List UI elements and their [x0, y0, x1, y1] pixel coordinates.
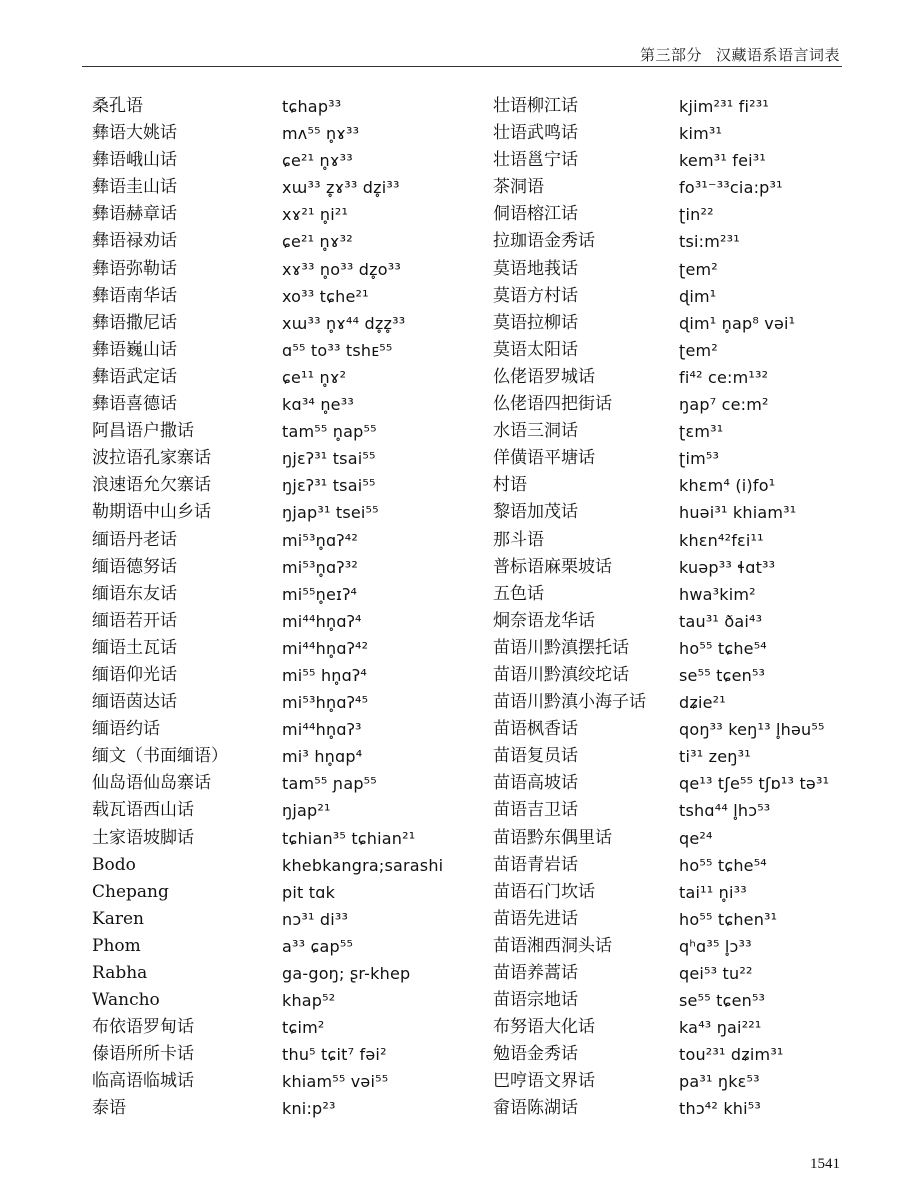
dialect-name: 苗语青岩话	[493, 854, 578, 875]
entry-row	[92, 1041, 472, 1068]
dialect-name: 苗语川黔滇绞坨话	[493, 664, 629, 685]
entry-row	[493, 337, 853, 364]
entry-row	[493, 797, 853, 824]
phonetic-form: ɕe²¹ n̥ɤ³³	[282, 151, 353, 171]
phonetic-form: ʈin²²	[679, 205, 714, 225]
dialect-name: 苗语复员话	[493, 746, 578, 767]
entry-row	[92, 608, 472, 635]
phonetic-form: khebkangra;sarashi	[282, 855, 444, 875]
dialect-name: 临高语临城话	[92, 1071, 194, 1092]
entry-row	[493, 825, 853, 852]
phonetic-form: qe¹³ tʃe⁵⁵ tʃɒ¹³ tə³¹	[679, 774, 830, 794]
entry-row	[92, 445, 472, 472]
entry-row	[493, 933, 853, 960]
dialect-name: 莫语拉柳话	[493, 312, 578, 333]
entry-row	[92, 554, 472, 581]
phonetic-form: se⁵⁵ tɕen⁵³	[679, 991, 766, 1011]
entry-row	[493, 256, 853, 283]
dialect-name: 缅语德努话	[92, 556, 177, 577]
dialect-name: 彝语撒尼话	[92, 312, 177, 333]
phonetic-form: mi⁵⁵n̥eɪʔ⁴	[282, 584, 358, 604]
dialect-name: 苗语先进话	[493, 908, 578, 929]
phonetic-form: ŋjɛʔ³¹ tsai⁵⁵	[282, 476, 376, 496]
entry-row	[493, 960, 853, 987]
phonetic-form: ʈim⁵³	[679, 449, 720, 469]
phonetic-form: nɔ³¹ di³³	[282, 909, 349, 929]
entry-row	[92, 635, 472, 662]
dialect-name: 彝语大姚话	[92, 123, 177, 144]
entry-row	[493, 1014, 853, 1041]
phonetic-form: dʑie²¹	[679, 693, 726, 713]
entry-row	[92, 174, 472, 201]
dialect-name: 彝语弥勒话	[92, 258, 177, 279]
dialect-name: 侗语榕江话	[493, 204, 578, 225]
entry-row	[493, 174, 853, 201]
phonetic-form: tɕim²	[282, 1018, 325, 1038]
phonetic-form: ŋjɛʔ³¹ tsai⁵⁵	[282, 449, 376, 469]
dialect-name: 布努语大化话	[493, 1017, 595, 1038]
phonetic-form: ho⁵⁵ tɕhe⁵⁴	[679, 638, 767, 658]
entry-row	[92, 716, 472, 743]
dialect-name: 苗语湘西洞头话	[493, 935, 612, 956]
phonetic-form: mi⁵³hn̥ɑʔ⁴⁵	[282, 693, 369, 713]
entry-row	[493, 662, 853, 689]
phonetic-form: qʰɑ³⁵ l̥ɔ³³	[679, 936, 752, 956]
dialect-name: 巴哼语文界话	[493, 1071, 595, 1092]
header-part: 第三部分	[639, 46, 702, 64]
entry-row	[92, 364, 472, 391]
entry-row	[92, 120, 472, 147]
entry-row	[493, 283, 853, 310]
phonetic-form: se⁵⁵ tɕen⁵³	[679, 665, 766, 685]
dialect-name: 彝语南华话	[92, 285, 177, 306]
dialect-name: 缅语土瓦话	[92, 637, 177, 658]
phonetic-form: xo³³ tɕhe²¹	[282, 286, 369, 306]
entry-row	[493, 879, 853, 906]
entry-row	[92, 472, 472, 499]
dialect-name: 村语	[493, 475, 527, 496]
phonetic-form: pa³¹ ŋkɛ⁵³	[679, 1072, 760, 1092]
entry-row	[493, 418, 853, 445]
entry-row	[493, 689, 853, 716]
dialect-name: 茶洞语	[493, 177, 544, 198]
dialect-name: 仫佬语罗城话	[493, 366, 595, 387]
dialect-name: 彝语巍山话	[92, 339, 177, 360]
phonetic-form: kuəp³³ ɬɑt³³	[679, 557, 776, 577]
entry-row	[493, 445, 853, 472]
dialect-name: Wancho	[92, 990, 160, 1011]
entry-row	[493, 228, 853, 255]
phonetic-form: ka⁴³ ŋai²²¹	[679, 1018, 762, 1038]
phonetic-form: kni:p²³	[282, 1099, 336, 1119]
dialect-name: 仙岛语仙岛寨话	[92, 773, 211, 794]
dialect-name: 阿昌语户撒话	[92, 421, 194, 442]
entry-row	[493, 147, 853, 174]
phonetic-form: tam⁵⁵ n̥ap⁵⁵	[282, 422, 377, 442]
entry-row	[493, 1095, 853, 1122]
entry-row	[92, 1095, 472, 1122]
entry-row	[493, 310, 853, 337]
dialect-name: 五色话	[493, 583, 544, 604]
phonetic-form: thɔ⁴² khi⁵³	[679, 1099, 761, 1119]
dialect-name: 苗语川黔滇小海子话	[493, 692, 646, 713]
dialect-name: 载瓦语西山话	[92, 800, 194, 821]
running-header	[640, 44, 840, 65]
dialect-name: 彝语圭山话	[92, 177, 177, 198]
phonetic-form: ti³¹ zeŋ³¹	[679, 747, 751, 767]
dialect-name: 彝语禄劝话	[92, 231, 177, 252]
entry-row	[92, 1068, 472, 1095]
dialect-name: 壮语邕宁话	[493, 150, 578, 171]
phonetic-form: ɑ⁵⁵ to³³ tshᴇ⁵⁵	[282, 340, 393, 360]
dialect-name: 炯奈语龙华话	[493, 610, 595, 631]
header-title: 汉藏语系语言词表	[715, 46, 840, 64]
phonetic-form: khɛm⁴ (i)fo¹	[679, 476, 776, 496]
phonetic-form: qe²⁴	[679, 828, 713, 848]
dialect-name: 莫语地莪话	[493, 258, 578, 279]
dialect-name: 那斗语	[493, 529, 544, 550]
dialect-name: 缅语仰光话	[92, 664, 177, 685]
phonetic-form: tɕhian³⁵ tɕhian²¹	[282, 828, 416, 848]
phonetic-form: kim³¹	[679, 124, 723, 144]
dialect-name: 彝语赫章话	[92, 204, 177, 225]
phonetic-form: a³³ ɕap⁵⁵	[282, 936, 354, 956]
entry-row	[92, 797, 472, 824]
phonetic-form: ɕe¹¹ n̥ɤ²	[282, 367, 347, 387]
dialect-name: 苗语川黔滇摆托话	[493, 637, 629, 658]
page-number: 1541	[810, 1156, 840, 1172]
phonetic-form: thu⁵ tɕit⁷ fəi²	[282, 1045, 387, 1065]
entry-row	[92, 228, 472, 255]
phonetic-form: ŋap⁷ ce:m²	[679, 395, 769, 415]
dialect-name: 普标语麻栗坡话	[493, 556, 612, 577]
dialect-name: 布依语罗甸话	[92, 1017, 194, 1038]
left-column	[92, 93, 472, 1123]
dialect-name: 拉珈语金秀话	[493, 231, 595, 252]
phonetic-form: huəi³¹ khiam³¹	[679, 503, 797, 523]
entry-row	[493, 770, 853, 797]
entry-row	[92, 581, 472, 608]
entry-row	[92, 499, 472, 526]
phonetic-form: tau³¹ ðai⁴³	[679, 611, 763, 631]
dialect-name: 苗语吉卫话	[493, 800, 578, 821]
entry-row	[92, 93, 472, 120]
dialect-name: Karen	[92, 908, 144, 929]
dialect-name: 苗语养蒿话	[493, 963, 578, 983]
dialect-name: 苗语石门坎话	[493, 881, 595, 902]
dialect-name: 畲语陈湖话	[493, 1098, 578, 1119]
phonetic-form: qei⁵³ tu²²	[679, 964, 753, 983]
entry-row	[92, 147, 472, 174]
entry-row	[92, 418, 472, 445]
entry-row	[493, 120, 853, 147]
entry-row	[92, 283, 472, 310]
phonetic-form: mi⁵⁵ hn̥ɑʔ⁴	[282, 665, 367, 685]
phonetic-form: khiam⁵⁵ vəi⁵⁵	[282, 1072, 389, 1092]
phonetic-form: ŋjap³¹ tsei⁵⁵	[282, 503, 379, 523]
entry-row	[92, 852, 472, 879]
entry-row	[493, 472, 853, 499]
entry-row	[92, 1014, 472, 1041]
entry-row	[92, 987, 472, 1014]
dialect-name: Bodo	[92, 854, 136, 875]
entry-row	[493, 93, 853, 120]
dialect-name: 佯僙语平塘话	[493, 448, 595, 469]
phonetic-form: xɯ³³ z̥ɤ³³ dz̥i³³	[282, 178, 400, 198]
dialect-name: 彝语喜德话	[92, 394, 177, 415]
phonetic-form: fo³¹⁻³³cia:p³¹	[679, 178, 783, 198]
phonetic-form: tɕhap³³	[282, 97, 342, 116]
entry-row	[92, 879, 472, 906]
dialect-name: 壮语柳江话	[493, 96, 578, 116]
phonetic-form: xɤ³³ n̥o³³ dz̥o³³	[282, 259, 401, 279]
entry-row	[92, 391, 472, 418]
phonetic-form: ga-goŋ; ʂr-khep	[282, 964, 411, 983]
dialect-name: Rabha	[92, 963, 148, 983]
phonetic-form: kɑ³⁴ n̥e³³	[282, 395, 354, 415]
phonetic-form: mi³ hn̥ɑp⁴	[282, 747, 363, 767]
entry-row	[92, 770, 472, 797]
right-column	[493, 93, 853, 1123]
entry-row	[92, 310, 472, 337]
phonetic-form: xɯ³³ n̥ɤ⁴⁴ dz̥z̥³³	[282, 313, 406, 333]
dialect-name: Chepang	[92, 881, 169, 902]
phonetic-form: mʌ⁵⁵ n̥ɤ³³	[282, 124, 360, 144]
header-rule	[82, 66, 842, 67]
dialect-name: 泰语	[92, 1098, 126, 1119]
entry-row	[493, 499, 853, 526]
phonetic-form: kem³¹ fei³¹	[679, 151, 766, 171]
dialect-name: 勒期语中山乡话	[92, 502, 211, 523]
entry-row	[92, 689, 472, 716]
dialect-name: 彝语武定话	[92, 366, 177, 387]
phonetic-form: ho⁵⁵ tɕhen³¹	[679, 909, 778, 929]
phonetic-form: khɛn⁴²fɛi¹¹	[679, 530, 764, 550]
dialect-name: 苗语枫香话	[493, 719, 578, 740]
entry-row	[493, 391, 853, 418]
entry-row	[493, 906, 853, 933]
phonetic-form: qoŋ³³ keŋ¹³ l̥həu⁵⁵	[679, 720, 825, 740]
phonetic-form: khap⁵²	[282, 991, 336, 1011]
phonetic-form: tai¹¹ n̥i³³	[679, 882, 747, 902]
entry-row	[493, 716, 853, 743]
entry-row	[493, 581, 853, 608]
phonetic-form: hwa³kim²	[679, 584, 756, 604]
phonetic-form: mi⁵³n̥ɑʔ³²	[282, 557, 358, 577]
dialect-name: 土家语坡脚话	[92, 827, 194, 848]
entry-row	[92, 527, 472, 554]
phonetic-form: tshɑ⁴⁴ l̥hɔ⁵³	[679, 801, 771, 821]
phonetic-form: xɤ²¹ n̥i²¹	[282, 205, 349, 225]
dialect-name: 彝语峨山话	[92, 150, 177, 171]
dialect-name: 缅语茵达话	[92, 692, 177, 713]
phonetic-form: mi⁴⁴hn̥ɑʔ⁴²	[282, 638, 369, 658]
dialect-name: 水语三洞话	[493, 421, 578, 442]
entry-row	[493, 527, 853, 554]
dialect-name: 苗语高坡话	[493, 773, 578, 794]
entry-row	[92, 960, 472, 987]
phonetic-form: mi⁵³n̥ɑʔ⁴²	[282, 530, 358, 550]
phonetic-form: ʈem²	[679, 259, 718, 279]
entry-row	[493, 852, 853, 879]
phonetic-form: ɕe²¹ n̥ɤ³²	[282, 232, 353, 252]
dialect-name: 苗语黔东偶里话	[493, 827, 612, 848]
entry-row	[493, 364, 853, 391]
entry-row	[493, 201, 853, 228]
dialect-name: 仫佬语四把街话	[493, 394, 612, 415]
dialect-name: 莫语方村话	[493, 285, 578, 306]
dialect-name: 浪速语允欠寨话	[92, 475, 211, 496]
entry-row	[493, 743, 853, 770]
entry-row	[493, 554, 853, 581]
phonetic-form: pit tɑk	[282, 882, 336, 902]
dialect-name: 黎语加茂话	[493, 502, 578, 523]
entry-row	[493, 1041, 853, 1068]
dialect-name: 勉语金秀话	[493, 1044, 578, 1065]
entry-row	[92, 743, 472, 770]
dialect-name: 傣语所所卡话	[92, 1044, 194, 1065]
entry-row	[92, 933, 472, 960]
dialect-name: 缅文（书面缅语）	[92, 746, 228, 767]
entry-row	[92, 256, 472, 283]
entry-row	[92, 825, 472, 852]
dialect-name: 苗语宗地话	[493, 990, 578, 1011]
phonetic-form: ho⁵⁵ tɕhe⁵⁴	[679, 855, 767, 875]
phonetic-form: ɖim¹	[679, 286, 717, 306]
phonetic-form: mi⁴⁴hn̥ɑʔ⁴	[282, 611, 362, 631]
phonetic-form: ŋjap²¹	[282, 801, 331, 821]
phonetic-form: tsi:m²³¹	[679, 232, 740, 252]
entry-row	[493, 1068, 853, 1095]
phonetic-form: kjim²³¹ fi²³¹	[679, 97, 769, 116]
phonetic-form: tou²³¹ dʑim³¹	[679, 1045, 784, 1065]
entry-row	[92, 906, 472, 933]
phonetic-form: fi⁴² ce:m¹³²	[679, 367, 769, 387]
phonetic-form: ɖim¹ n̥ap⁸ vəi¹	[679, 313, 796, 333]
dialect-name: 桑孔语	[92, 96, 143, 116]
phonetic-form: mi⁴⁴hn̥ɑʔ³	[282, 720, 362, 740]
dialect-name: 莫语太阳话	[493, 339, 578, 360]
entry-row	[493, 987, 853, 1014]
dialect-name: Phom	[92, 935, 141, 956]
entry-row	[92, 662, 472, 689]
entry-row	[493, 635, 853, 662]
entry-row	[92, 201, 472, 228]
phonetic-form: ʈɛm³¹	[679, 422, 724, 442]
entry-row	[493, 608, 853, 635]
dialect-name: 波拉语孔家寨话	[92, 448, 211, 469]
dialect-name: 壮语武鸣话	[493, 123, 578, 144]
dialect-name: 缅语丹老话	[92, 529, 177, 550]
dialect-name: 缅语约话	[92, 719, 160, 740]
phonetic-form: ʈem²	[679, 340, 718, 360]
phonetic-form: tam⁵⁵ ɲap⁵⁵	[282, 774, 377, 794]
dialect-name: 缅语东友话	[92, 583, 177, 604]
dialect-name: 缅语若开话	[92, 610, 177, 631]
entry-row	[92, 337, 472, 364]
